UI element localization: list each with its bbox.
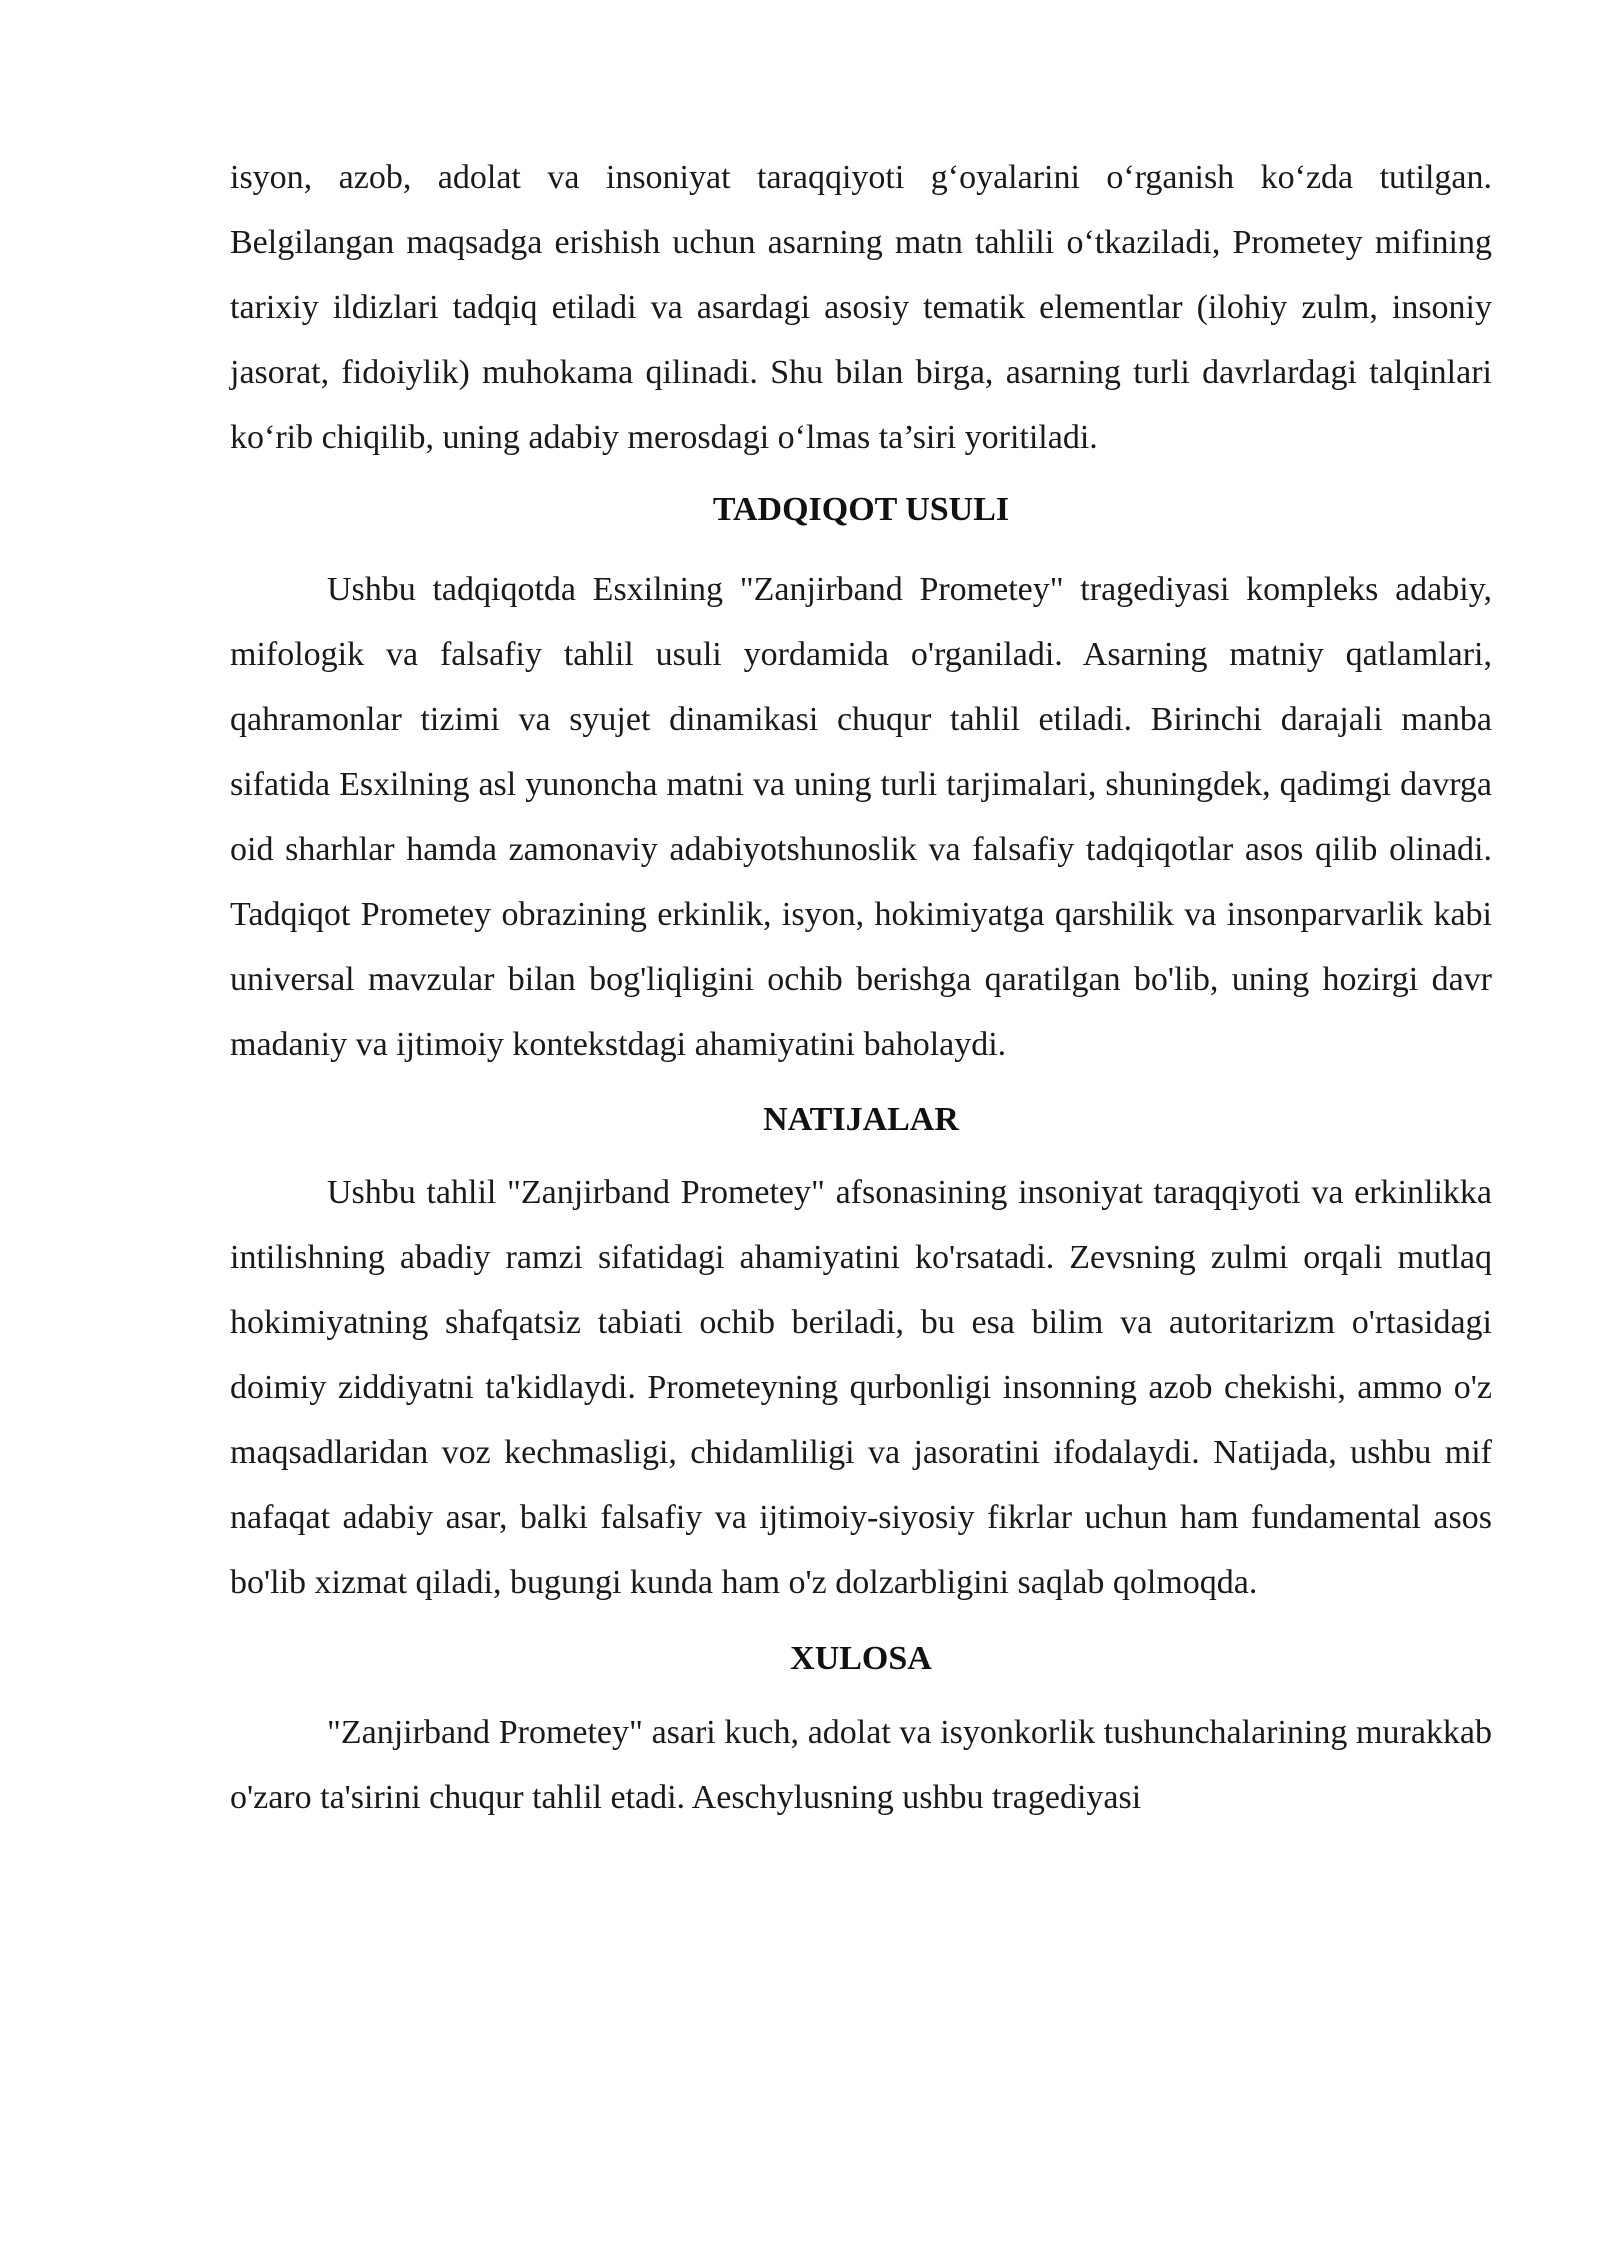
conclusion-paragraph: "Zanjirband Prometey" asari kuch, adolat va isyonkorlik tushunchalarining murakkab o'zaro ta'sirini chuqur tahlil etadi. Aeschylusning ushbu tragediyasi xyxy=(230,1714,1492,1816)
document-body xyxy=(230,145,1492,1830)
intro-paragraph: isyon, azob, adolat va insoniyat taraqqiyoti g‘oyalarini o‘rganish ko‘zda tutilgan. Belgilangan maqsadga erishish uchun asarning matn tahlili o‘tkaziladi, Prometey mifining tarixiy ildizlari tadqiq etiladi va asardagi asosiy tematik elementlar (ilohiy zulm, insoniy jasorat, fidoiylik) muhokama qilinadi. Shu bilan birga, asarning turli davrlardagi talqinlari ko‘rib chiqilib, uning adabiy merosdagi o‘lmas ta’siri yoritiladi. xyxy=(230,159,1492,456)
methods-heading: TADQIQOT USULI xyxy=(712,491,1010,528)
conclusion-heading: XULOSA xyxy=(790,1640,932,1677)
results-heading: NATIJALAR xyxy=(763,1101,959,1138)
methods-paragraph: Ushbu tadqiqotda Esxilning "Zanjirband Prometey" tragediyasi kompleks adabiy, mifologik va falsafiy tahlil usuli yordamida o'rganiladi. Asarning matniy qatlamlari, qahramonlar tizimi va syujet dinamikasi chuqur tahlil etiladi. Birinchi darajali manba sifatida Esxilning asl yunoncha matni va uning turli tarjimalari, shuningdek, qadimgi davrga oid sharhlar hamda zamonaviy adabiyotshunoslik va falsafiy tadqiqotlar asos qilib olinadi. Tadqiqot Prometey obrazining erkinlik, isyon, hokimiyatga qarshilik va insonparvarlik kabi universal mavzular bilan bog'liqligini ochib berishga qaratilgan bo'lib, uning hozirgi davr madaniy va ijtimoiy kontekstdagi ahamiyatini baholaydi. xyxy=(230,571,1492,1063)
results-paragraph: Ushbu tahlil "Zanjirband Prometey" afsonasining insoniyat taraqqiyoti va erkinlikka intilishning abadiy ramzi sifatidagi ahamiyatini ko'rsatadi. Zevsning zulmi orqali mutlaq hokimiyatning shafqatsiz tabiati ochib beriladi, bu esa bilim va autoritarizm o'rtasidagi doimiy ziddiyatni ta'kidlaydi. Prometeyning qurbonligi insonning azob chekishi, ammo o'z maqsadlaridan voz kechmasligi, chidamliligi va jasoratini ifodalaydi. Natijada, ushbu mif nafaqat adabiy asar, balki falsafiy va ijtimoiy-siyosiy fikrlar uchun ham fundamental asos bo'lib xizmat qiladi, bugungi kunda ham o'z dolzarbligini saqlab qolmoqda. xyxy=(230,1174,1492,1601)
